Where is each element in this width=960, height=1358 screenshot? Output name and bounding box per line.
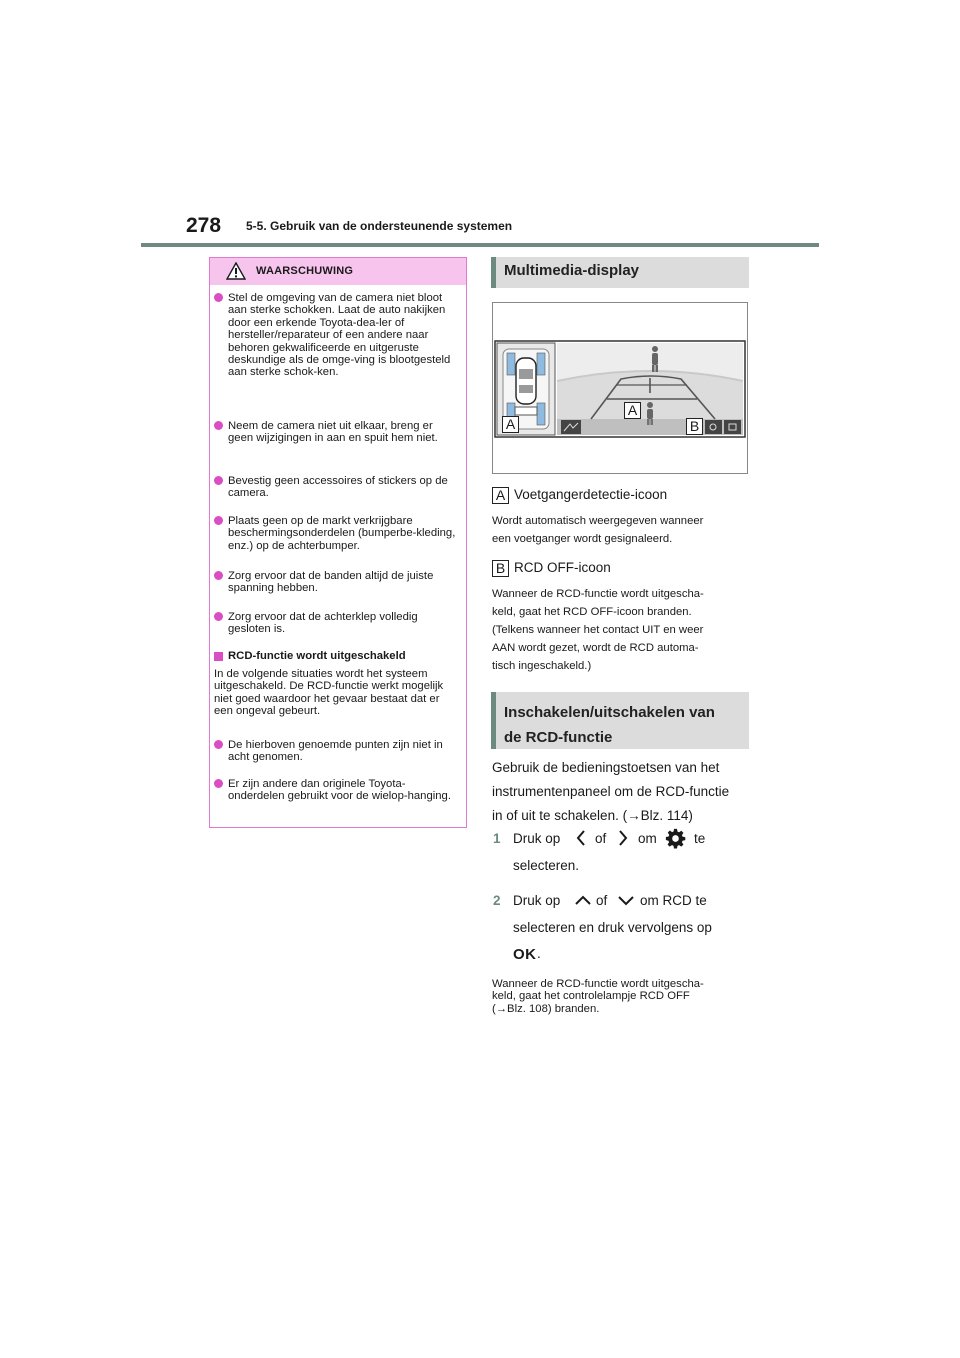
step-2-line2: selecteren en druk vervolgens op: [513, 920, 712, 935]
multimedia-figure: [492, 302, 748, 474]
chevron-right-icon: [617, 829, 629, 847]
header-rule: [141, 243, 819, 247]
bullet-icon: [214, 421, 223, 430]
step-1-om: om: [638, 831, 657, 846]
multimedia-heading: Multimedia-display: [504, 262, 640, 279]
step-2-rest: om RCD te: [640, 893, 707, 908]
label-a-text: Voetgangerdetectie-icoon: [514, 487, 668, 502]
text-line: een voetganger wordt gesignaleerd.: [492, 533, 673, 545]
figure-label-b: B: [686, 418, 703, 435]
warning-item-text: Bevestig geen accessoires of stickers op de camera.: [228, 475, 448, 500]
label-a-description: [492, 512, 750, 548]
text-line: (→Blz. 108) branden.: [492, 1002, 600, 1015]
warning-item: [214, 475, 460, 500]
ok-button-glyph: OK: [513, 946, 537, 963]
step-2-of: of: [596, 893, 608, 908]
figure-label-a-center: A: [624, 402, 641, 419]
figure-label-a-left: A: [502, 416, 519, 433]
step-2-text-part1: Druk op: [513, 893, 561, 908]
text-line: AAN wordt gezet, wordt de RCD automa-: [492, 642, 699, 654]
warning-item-text: Neem de camera niet uit elkaar, breng er geen wijzigingen in aan en spuit hem niet.: [228, 420, 438, 445]
bullet-icon: [214, 571, 223, 580]
warning-item: [214, 292, 460, 379]
chevron-left-icon: [575, 829, 587, 847]
warning-item: [214, 611, 460, 636]
bullet-icon: [214, 612, 223, 621]
text-line: in of uit te schakelen. (→Blz. 114): [492, 808, 693, 823]
step-1-of: of: [595, 831, 607, 846]
warning-item: [214, 739, 460, 764]
label-b-text: RCD OFF-icoon: [514, 560, 611, 575]
toggle-intro: [492, 756, 750, 828]
chevron-up-icon: [574, 894, 592, 906]
warning-item-text: Plaats geen op de markt verkrijgbare beschermingsonderdelen (bumperbe-kleding, enz.) op de achterbumper.: [228, 515, 456, 552]
step-1-number: 1: [493, 831, 501, 846]
toggle-heading: [504, 700, 715, 750]
bullet-icon: [214, 476, 223, 485]
step-2-ok-suffix: .: [537, 946, 541, 961]
text-line: Wanneer de RCD-functie wordt uitgescha-: [492, 978, 704, 990]
label-b-description: [492, 585, 750, 675]
toggle-note: [492, 978, 750, 1015]
text-line: Wanneer de RCD-functie wordt uitgescha-: [492, 588, 704, 600]
warning-item-text: De hierboven genoemde punten zijn niet in acht genomen.: [228, 739, 443, 764]
warning-triangle-icon: [226, 262, 246, 280]
heading-line: de RCD-functie: [504, 729, 613, 746]
warning-item-text: Zorg ervoor dat de banden altijd de juiste spanning hebben.: [228, 570, 434, 595]
text-line: keld, gaat het RCD OFF-icoon branden.: [492, 606, 692, 618]
warning-item: [214, 570, 460, 595]
bullet-icon: [214, 740, 223, 749]
gear-icon: [665, 828, 686, 849]
warning-item-text: Stel de omgeving van de camera niet bloot aan sterke schokken. Laat de auto nakijken door een erkende Toyota-dea-ler of hersteller/reparateur of een andere naar behoren gekwalificeerde en uitgeruste deskundige als de omge-ving is blootgesteld aan sterke schok-ken.: [228, 292, 451, 379]
label-a-box: A: [492, 487, 509, 504]
square-bullet-icon: [214, 652, 223, 661]
text-line: Wordt automatisch weergegeven wanneer: [492, 515, 704, 527]
section-title: 5-5. Gebruik van de ondersteunende systemen: [246, 219, 513, 233]
step-2-number: 2: [493, 893, 501, 908]
warning-item-text: Er zijn andere dan originele Toyota-onderdelen gebruikt voor de wielop-hanging.: [228, 778, 451, 803]
step-1-text-part1: Druk op: [513, 831, 561, 846]
bullet-icon: [214, 779, 223, 788]
step-1-te: te: [694, 831, 706, 846]
page-number: 278: [186, 214, 222, 237]
warning-paragraph: In de volgende situaties wordt het systeem uitgeschakeld. De RCD-functie werkt mogelijk niet goed waardoor het gevaar bestaat dat er een ongeval gebeurt.: [214, 668, 444, 718]
text-line: instrumentenpaneel om de RCD-functie: [492, 784, 730, 799]
chevron-down-icon: [617, 895, 635, 907]
warning-title: WAARSCHUWING: [256, 265, 354, 277]
text-line: keld, gaat het controlelampje RCD OFF: [492, 990, 690, 1003]
warning-item: [214, 778, 460, 803]
rear-camera-display-illustration: [493, 303, 747, 473]
bullet-icon: [214, 516, 223, 525]
warning-subheading: RCD-functie wordt uitgeschakeld: [228, 650, 406, 662]
step-1-line2: selecteren.: [513, 858, 580, 873]
warning-item-text: Zorg ervoor dat de achterklep volledig gesloten is.: [228, 611, 418, 636]
text-line: Gebruik de bedieningstoetsen van het: [492, 760, 720, 775]
text-line: (Telkens wanneer het contact UIT en weer: [492, 624, 704, 636]
bullet-icon: [214, 293, 223, 302]
warning-item: [214, 420, 460, 445]
heading-line: Inschakelen/uitschakelen van: [504, 704, 715, 721]
text-line: tisch ingeschakeld.): [492, 660, 592, 672]
label-b-box: B: [492, 560, 509, 577]
warning-item: [214, 515, 460, 552]
